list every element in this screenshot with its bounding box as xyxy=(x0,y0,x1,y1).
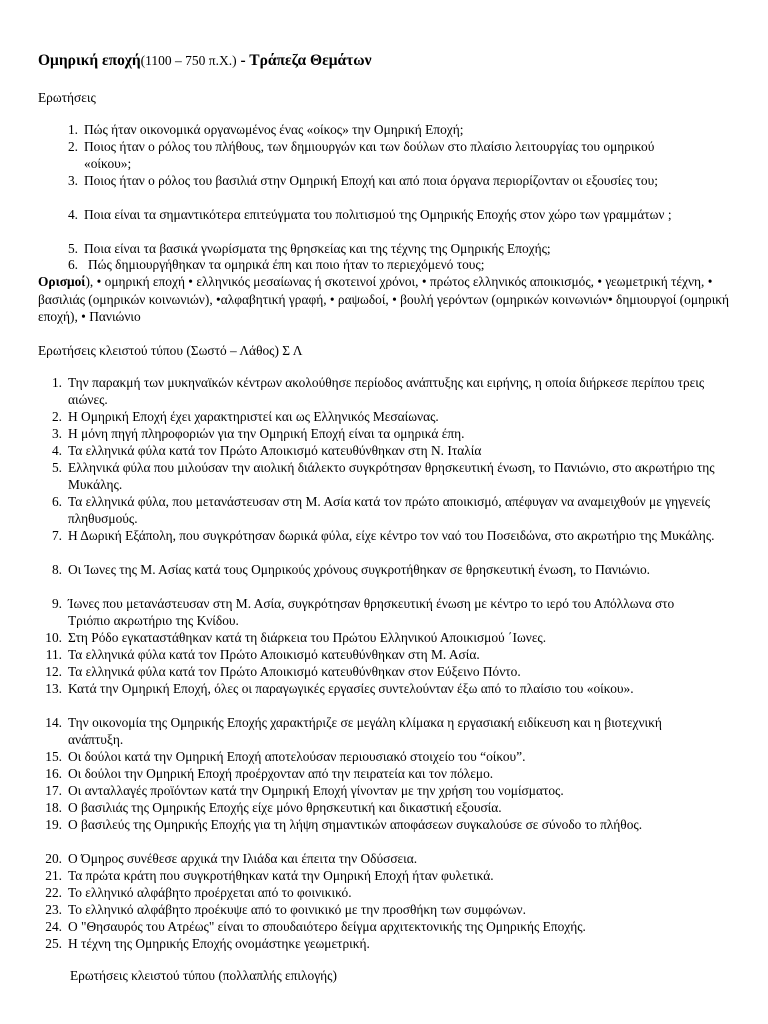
true-false-item xyxy=(45,901,718,918)
question-text: Ποια είναι τα βασικά γνωρίσματα της θρησκείας και της τέχνης της Ομηρικής Εποχής; xyxy=(84,241,551,256)
true-false-item xyxy=(45,663,718,680)
true-false-item xyxy=(45,918,718,935)
title-separator: - xyxy=(236,52,250,69)
item-text: Ο βασιλιάς της Ομηρικής Εποχής είχε μόνο θρησκευτική και δικαστική εξουσία. xyxy=(68,800,502,815)
question-number: 1. xyxy=(67,122,78,137)
definitions-label: Ορισμοί xyxy=(38,274,86,289)
item-number: 3. xyxy=(51,426,62,441)
question-number: 6. xyxy=(67,257,78,272)
item-text: Τα ελληνικά φύλα, που μετανάστευσαν στη Μ. Ασία κατά τον πρώτο αποικισμό, απέφυγαν να αναμειχθούν με γηγενείς πληθυσμούς. xyxy=(68,494,710,526)
question-text: Ποιος ήταν ο ρόλος του πλήθους, των δημιουργών και των δούλων στο πλαίσιο λειτουργίας του ομηρικού «οίκου»; xyxy=(84,139,655,171)
true-false-item xyxy=(51,561,718,578)
item-text: Το ελληνικό αλφάβητο προέκυψε από το φοινικικό με την προσθήκη των συμφώνων. xyxy=(68,902,526,917)
true-false-item xyxy=(45,884,718,901)
item-number: 17. xyxy=(45,783,62,798)
item-number: 19. xyxy=(45,817,62,832)
item-text: Τα πρώτα κράτη που συγκροτήθηκαν κατά την Ομηρική Εποχή ήταν φυλετικά. xyxy=(68,868,494,883)
item-number: 10. xyxy=(45,630,62,645)
true-false-item xyxy=(51,493,718,527)
item-text: Η μόνη πηγή πληροφοριών για την Ομηρική Εποχή είναι τα ομηρικά έπη. xyxy=(68,426,465,441)
true-false-item xyxy=(51,408,718,425)
question-number: 5. xyxy=(67,241,78,256)
true-false-heading: Ερωτήσεις κλειστού τύπου (Σωστό – Λάθος) Σ Λ xyxy=(38,343,303,358)
definitions-text: ), • ομηρική εποχή • ελληνικός μεσαίωνας ή σκοτεινοί χρόνοι, • πρώτος ελληνικός αποικισμός, • γεωμετρική τέχνη, • βασιλιάς (ομηρικών κοινωνιών), •αλφαβητική γραφή, • ραψωδοί, • βουλή γερόντων (ομηρικών κοινωνιών• δημιουργοί (ομηρική εποχή), • Πανιώνιο xyxy=(38,274,730,324)
true-false-item xyxy=(45,646,718,663)
true-false-item xyxy=(51,374,718,408)
true-false-item xyxy=(45,799,718,816)
question-text: Ποια είναι τα σημαντικότερα επιτεύγματα του πολιτισμού της Ομηρικής Εποχής στον χώρο των γραμμάτων ; xyxy=(84,207,672,222)
item-text: Τα ελληνικά φύλα κατά τον Πρώτο Αποικισμό κατευθύνθηκαν στη Μ. Ασία. xyxy=(68,647,480,662)
item-text: Οι Ίωνες της Μ. Ασίας κατά τους Ομηρικούς χρόνους συγκροτήθηκαν σε θρησκευτική ένωση, το Πανιώνιο. xyxy=(68,562,651,577)
true-false-item xyxy=(45,816,718,833)
item-number: 5. xyxy=(51,460,62,475)
multiple-choice-heading: Ερωτήσεις κλειστού τύπου (πολλαπλής επιλογής) xyxy=(70,968,337,983)
item-number: 14. xyxy=(45,715,62,730)
title-dates: (1100 – 750 π.Χ.) xyxy=(140,53,237,68)
true-false-item xyxy=(51,595,718,629)
question-number: 3. xyxy=(67,173,78,188)
title-main: Ομηρική εποχή xyxy=(38,52,141,69)
item-number: 20. xyxy=(45,851,62,866)
item-text: Ο "Θησαυρός του Ατρέως" είναι το σπουδαιότερο δείγμα αρχιτεκτονικής της Ομηρικής Εποχής. xyxy=(68,919,586,934)
item-number: 23. xyxy=(45,902,62,917)
item-number: 21. xyxy=(45,868,62,883)
item-number: 1. xyxy=(51,375,62,390)
item-text: Ελληνικά φύλα που μιλούσαν την αιολική διάλεκτο συγκρότησαν θρησκευτική ένωση, το Πανιώνιο, στο ακρωτήριο της Μυκάλης. xyxy=(68,460,715,492)
item-number: 18. xyxy=(45,800,62,815)
item-number: 22. xyxy=(45,885,62,900)
item-number: 2. xyxy=(51,409,62,424)
item-text: Το ελληνικό αλφάβητο προέρχεται από το φοινικικό. xyxy=(68,885,352,900)
page-title xyxy=(38,52,372,70)
question-item xyxy=(67,240,704,257)
item-number: 24. xyxy=(45,919,62,934)
item-text: Τα ελληνικά φύλα κατά τον Πρώτο Αποικισμό κατευθύνθηκαν στη Ν. Ιταλία xyxy=(68,443,482,458)
title-subtitle: Τράπεζα Θεμάτων xyxy=(249,52,372,69)
item-number: 7. xyxy=(51,528,62,543)
item-text: Στη Ρόδο εγκαταστάθηκαν κατά τη διάρκεια του Πρώτου Ελληνικού Αποικισμού ΄Ιωνες. xyxy=(68,630,547,645)
item-text: Ο βασιλεύς της Ομηρικής Εποχής για τη λήψη σημαντικών αποφάσεων συγκαλούσε σε σύνοδο το πλήθος. xyxy=(68,817,643,832)
item-text: Την οικονομία της Ομηρικής Εποχής χαρακτήριζε σε μεγάλη κλίμακα η εργασιακή ειδίκευση και η βιοτεχνική ανάπτυξη. xyxy=(68,715,662,747)
item-text: Οι ανταλλαγές προϊόντων κατά την Ομηρική Εποχή γίνονταν με την χρήση του νομίσματος. xyxy=(68,783,564,798)
question-item xyxy=(67,172,704,189)
item-number: 6. xyxy=(51,494,62,509)
item-text: Η τέχνη της Ομηρικής Εποχής ονομάστηκε γεωμετρική. xyxy=(68,936,370,951)
true-false-item xyxy=(45,935,718,952)
true-false-item xyxy=(45,748,718,765)
item-number: 8. xyxy=(51,562,62,577)
true-false-item xyxy=(45,782,718,799)
question-item xyxy=(67,206,704,223)
question-item xyxy=(67,256,708,273)
true-false-item xyxy=(45,680,718,697)
item-text: Κατά την Ομηρική Εποχή, όλες οι παραγωγικές εργασίες συντελούνταν έξω από το πλαίσιο του «οίκου». xyxy=(68,681,634,696)
item-number: 25. xyxy=(45,936,62,951)
true-false-item xyxy=(45,867,718,884)
item-number: 15. xyxy=(45,749,62,764)
question-number: 2. xyxy=(67,139,78,154)
definitions xyxy=(38,273,738,326)
item-number: 9. xyxy=(51,596,62,611)
true-false-item xyxy=(51,442,718,459)
item-text: Η Ομηρική Εποχή έχει χαρακτηριστεί και ως Ελληνικός Μεσαίωνας. xyxy=(68,409,439,424)
item-number: 13. xyxy=(45,681,62,696)
item-text: Ίωνες που μετανάστευσαν στη Μ. Ασία, συγκρότησαν θρησκευτική ένωση με κέντρο το ιερό του Απόλλωνα στο Τριόπιο ακρωτήριο της Κνίδου. xyxy=(68,596,675,628)
questions-heading: Ερωτήσεις xyxy=(38,90,96,105)
question-number: 4. xyxy=(67,207,78,222)
question-text: Πώς δημιουργήθηκαν τα ομηρικά έπη και ποιο ήταν το περιεχόμενό τους; xyxy=(88,257,485,272)
true-false-item xyxy=(51,459,718,493)
question-text: Ποιος ήταν ο ρόλος του βασιλιά στην Ομηρική Εποχή και από ποια όργανα περιορίζονταν οι εξουσίες του; xyxy=(84,173,658,188)
item-text: Ο Όμηρος συνέθεσε αρχικά την Ιλιάδα και έπειτα την Οδύσσεια. xyxy=(68,851,418,866)
true-false-item xyxy=(45,850,718,867)
item-number: 11. xyxy=(45,647,62,662)
item-text: Τα ελληνικά φύλα κατά τον Πρώτο Αποικισμό κατευθύνθηκαν στον Εύξεινο Πόντο. xyxy=(68,664,521,679)
true-false-item xyxy=(45,765,718,782)
true-false-item xyxy=(51,425,718,442)
true-false-item xyxy=(45,629,718,646)
true-false-item xyxy=(51,527,718,544)
item-text: Οι δούλοι την Ομηρική Εποχή προέρχονταν από την πειρατεία και τον πόλεμο. xyxy=(68,766,494,781)
item-text: Η Δωρική Εξάπολη, που συγκρότησαν δωρικά φύλα, είχε κέντρο τον ναό του Ποσειδώνα, στο ακρωτήριο της Μυκάλης. xyxy=(68,528,715,543)
item-text: Την παρακμή των μυκηναϊκών κέντρων ακολούθησε περίοδος ανάπτυξης και ειρήνης, η οποία διήρκεσε περίπου τρεις αιώνες. xyxy=(68,375,705,407)
item-number: 12. xyxy=(45,664,62,679)
item-number: 4. xyxy=(51,443,62,458)
question-item xyxy=(67,121,704,138)
question-item xyxy=(67,138,704,172)
item-number: 16. xyxy=(45,766,62,781)
question-text: Πώς ήταν οικονομικά οργανωμένος ένας «οίκος» την Ομηρική Εποχή; xyxy=(84,122,464,137)
true-false-item xyxy=(45,714,718,748)
item-text: Οι δούλοι κατά την Ομηρική Εποχή αποτελούσαν περιουσιακό στοιχείο του “οίκου”. xyxy=(68,749,526,764)
